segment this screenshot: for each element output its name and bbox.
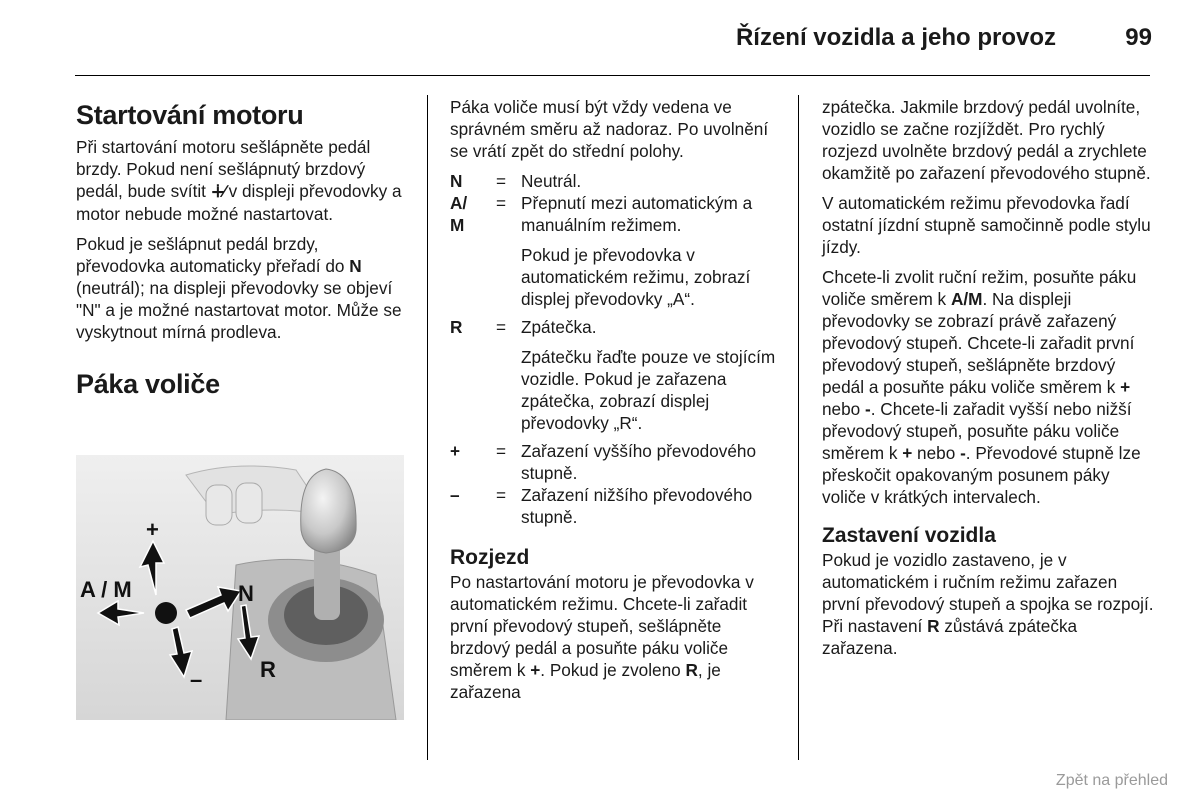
definition-key: +: [450, 441, 461, 461]
text: Po nastartování motoru je převodovka v automatickém režimu. Chcete-li zařadit první převodový stupeň, sešlápněte brzdový pedál a posuňte páku voliče směrem k: [450, 572, 754, 680]
definition-key: A/ M: [450, 193, 468, 235]
selector-lever-illustration: [76, 455, 404, 720]
column-3: [822, 96, 1157, 667]
chapter-title: Řízení vozidla a jeho provoz: [735, 24, 1056, 51]
definition-row-n: [450, 170, 780, 192]
definition-key: R: [450, 317, 463, 337]
definition-note-r: Zpátečku řaďte pouze ve stojícím vozidle. Pokud je zařazena zpátečka, zobrazí displej převodovky „R“.: [521, 347, 776, 433]
column-2: [450, 96, 780, 711]
text: (neutrál); na displeji převodovky se objeví "N" a je možné nastartovat motor. Může se vyskytnout mírná prodleva.: [76, 278, 402, 342]
label-plus: +: [146, 517, 159, 542]
label-r: R: [260, 657, 276, 682]
text: . Na displeji převodovky se zobrazí právě zařazený převodový stupeň. Chcete-li zařadit první převodový stupeň, sešlápněte brzdový pedál a posuňte páku voliče směrem k: [822, 289, 1135, 397]
plus-symbol: +: [902, 443, 913, 463]
paragraph-neutral-shift: [76, 233, 411, 343]
position-definitions: [450, 170, 780, 528]
paragraph-reverse-release: zpátečka. Jakmile brzdový pedál uvolníte, vozidlo se začne rozjíždět. Pro rychlý rozjezd uvolněte brzdový pedál a zrychlete okamžitě po zařazení převodového stupně.: [822, 97, 1151, 183]
subheading-stopping: Zastavení vozidla: [822, 524, 996, 547]
definition-row-am: [450, 192, 780, 236]
definition-equals: =: [496, 193, 507, 213]
label-minus: –: [190, 667, 203, 692]
definition-equals: =: [496, 441, 507, 461]
text: . Chcete-li zařadit vyšší nebo nižší převodový stupeň, posuňte páku voliče směrem k: [822, 399, 1132, 463]
paragraph-automatic-mode: V automatickém režimu převodovka řadí ostatní jízdní stupně samočinně podle stylu jízdy.: [822, 193, 1151, 257]
subheading-rozjezd: Rozjezd: [450, 546, 530, 569]
section-heading-selector-lever: Páka voliče: [76, 369, 220, 399]
definition-row-plus: [450, 440, 780, 484]
text: , je zařazena: [450, 660, 721, 702]
plus-symbol: +: [530, 660, 541, 680]
minus-symbol: -: [865, 399, 871, 419]
text: nebo: [822, 399, 866, 419]
column-divider-2: [798, 95, 799, 760]
label-n: N: [238, 581, 254, 606]
minus-symbol: -: [960, 443, 966, 463]
text: zůstává zpátečka zařazena.: [822, 616, 1078, 658]
section-heading-starting-engine: Startování motoru: [76, 100, 304, 130]
paragraph-stopping: [822, 549, 1157, 659]
definition-row-r: [450, 316, 780, 338]
definition-equals: =: [496, 485, 507, 505]
reverse-symbol: R: [927, 616, 940, 636]
paragraph-lever-usage: Páka voliče musí být vždy vedena ve správném směru až nadoraz. Po uvolnění se vrátí zpět do střední polohy.: [450, 97, 769, 161]
text: nebo: [912, 443, 961, 463]
brake-pedal-icon: ∔∕: [210, 182, 224, 201]
text: . Převodové stupně lze přeskočit opakovaným posunem páky voliče v krátkých intervalech.: [822, 443, 1141, 507]
paragraph-rozjezd: [450, 571, 780, 703]
neutral-symbol: N: [349, 256, 362, 276]
paragraph-manual-mode: [822, 266, 1157, 508]
text: Pokud je vozidlo zastaveno, je v automatickém i ručním režimu zařazen první převodový stupeň a spojka se rozpojí. Při nastavení: [822, 550, 1154, 636]
definition-key: N: [450, 171, 463, 191]
reverse-symbol: R: [685, 660, 698, 680]
definition-value: Neutrál.: [521, 171, 582, 191]
definition-value: Zařazení nižšího převodového stupně.: [521, 485, 753, 527]
text: Chcete-li zvolit ruční režim, posuňte páku voliče směrem k: [822, 267, 1137, 309]
text: v displeji převodovky a motor nebude možné nastartovat.: [76, 181, 402, 224]
console-button: [206, 485, 232, 525]
definition-value: Zpátečka.: [521, 317, 597, 337]
definition-note-am: Pokud je převodovka v automatickém režimu, zobrazí displej převodovky „A“.: [521, 245, 751, 309]
center-position-dot: [155, 602, 177, 624]
text: Pokud je sešlápnut pedál brzdy, převodovka automaticky přeřadí do: [76, 234, 350, 276]
definition-value: Zařazení vyššího převodového stupně.: [521, 441, 757, 483]
label-am: A / M: [80, 577, 132, 602]
definition-equals: =: [496, 317, 507, 337]
text: . Pokud je zvoleno: [540, 660, 686, 680]
page-number: 99: [1125, 24, 1152, 51]
console-button: [236, 483, 262, 523]
definition-equals: =: [496, 171, 507, 191]
column-divider-1: [427, 95, 428, 760]
back-to-overview-link[interactable]: Zpět na přehled: [1055, 772, 1168, 789]
definition-value: Přepnutí mezi automatickým a manuálním režimem.: [521, 193, 753, 235]
definition-row-minus: [450, 484, 780, 528]
am-symbol: A/M: [950, 289, 983, 309]
column-1: [76, 100, 411, 405]
definition-key: –: [450, 485, 460, 505]
paragraph-brake-required: [76, 136, 411, 225]
plus-symbol: +: [1120, 377, 1131, 397]
header-divider: [75, 75, 1150, 76]
text: Při startování motoru sešlápněte pedál brzdy. Pokud není sešlápnutý brzdový pedál, bude svítit: [76, 137, 371, 201]
